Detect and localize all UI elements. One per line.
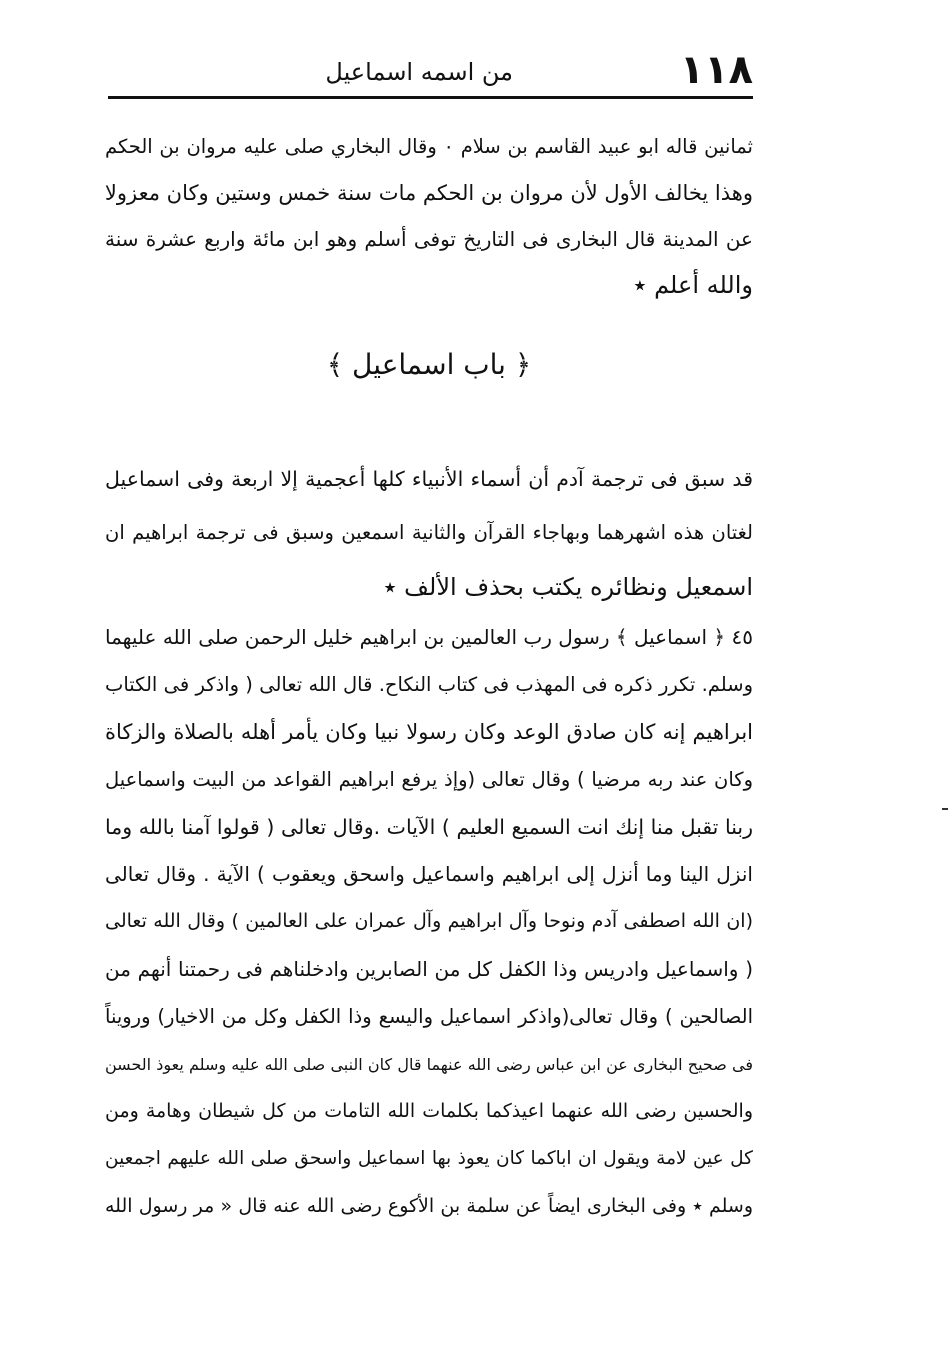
chapter-heading: ﴿ باب اسماعيل ﴾: [326, 348, 532, 381]
text-line: ثمانين قاله ابو عبيد القاسم بن سلام ٠ وقال البخاري صلى عليه مروان بن الحكم: [105, 135, 753, 158]
text-line: وكان عند ربه مرضيا ) وقال تعالى (وإذ يرفع ابراهيم القواعد من البيت واسماعيل: [105, 768, 753, 792]
running-title: من اسمه اسماعيل: [325, 58, 513, 86]
text-line: قد سبق فى ترجمة آدم أن أسماء الأنبياء كلها أعجمية إلا اربعة وفى اسماعيل: [105, 467, 753, 491]
header-rule: [108, 96, 753, 99]
text-line: عن المدينة قال البخارى فى التاريخ توفى أسلم وهو ابن مائة واربع عشرة سنة: [105, 227, 753, 251]
paragraph-continuation: [105, 124, 753, 308]
text-line: كل عين لامة ويقول ان اباكما كان يعوذ بها اسماعيل واسحق صلى الله عليهم اجمعين: [105, 1148, 753, 1170]
text-line: الصالحين ) وقال تعالى(واذكر اسماعيل واليسع وذا الكفل وكل من الاخيار) ورويناً: [105, 1005, 753, 1029]
text-line: وهذا يخالف الأول لأن مروان بن الحكم مات سنة خمس وستين وكان معزولا: [105, 181, 753, 205]
text-line: ( واسماعيل وادريس وذا الكفل كل من الصابرين وادخلناهم فى رحمتنا أنهم من: [105, 956, 753, 981]
text-line: ٤٥ ﴿ اسماعيل ﴾ رسول رب العالمين بن ابراهيم خليل الرحمن صلى الله عليهما: [105, 625, 753, 649]
page-header: [108, 44, 753, 96]
text-line: انزل الينا وما أنزل إلى ابراهيم واسماعيل واسحق ويعقوب ) الآية . وقال تعالى: [105, 861, 753, 886]
text-line: وسلم. تكرر ذكره فى المهذب فى كتاب النكاح. قال الله تعالى ( واذكر فى الكتاب: [105, 673, 753, 697]
text-line: (ان الله اصطفى آدم ونوحا وآل ابراهيم وآل عمران على العالمين ) وقال الله تعالى: [105, 910, 753, 933]
page-number: ١١٨: [679, 47, 753, 93]
text-line: فى صحيح البخارى عن ابن عباس رضى الله عنهما قال كان النبى صلى الله عليه وسلم يعوذ الحسن: [105, 1054, 753, 1074]
text-line: ربنا تقبل منا إنك انت السميع العليم ) الآيات .وقال تعالى ( قولوا آمنا بالله وما: [105, 814, 753, 839]
scan-edge-mark: [942, 808, 948, 810]
text-line: اسمعيل ونظائره يكتب بحذف الألف ٭: [383, 573, 753, 601]
text-line: والله أعلم ٭: [633, 271, 753, 299]
chapter-intro-paragraph: [105, 452, 753, 614]
text-line: وسلم ٭ وفى البخارى ايضاً عن سلمة بن الأكوع رضى الله عنه قال « مر رسول الله: [105, 1194, 753, 1217]
text-line: ابراهيم إنه كان صادق الوعد وكان رسولا نبيا وكان يأمر أهله بالصلاة والزكاة: [105, 719, 753, 744]
entry-paragraph: [105, 614, 753, 1230]
text-line: والحسين رضى الله عنهما اعيذكما بكلمات الله التامات من كل شيطان وهامة ومن: [105, 1099, 753, 1122]
text-line: لغتان هذه اشهرهما وبهاجاء القرآن والثانية اسمعين وسبق فى ترجمة ابراهيم ان: [105, 521, 753, 544]
